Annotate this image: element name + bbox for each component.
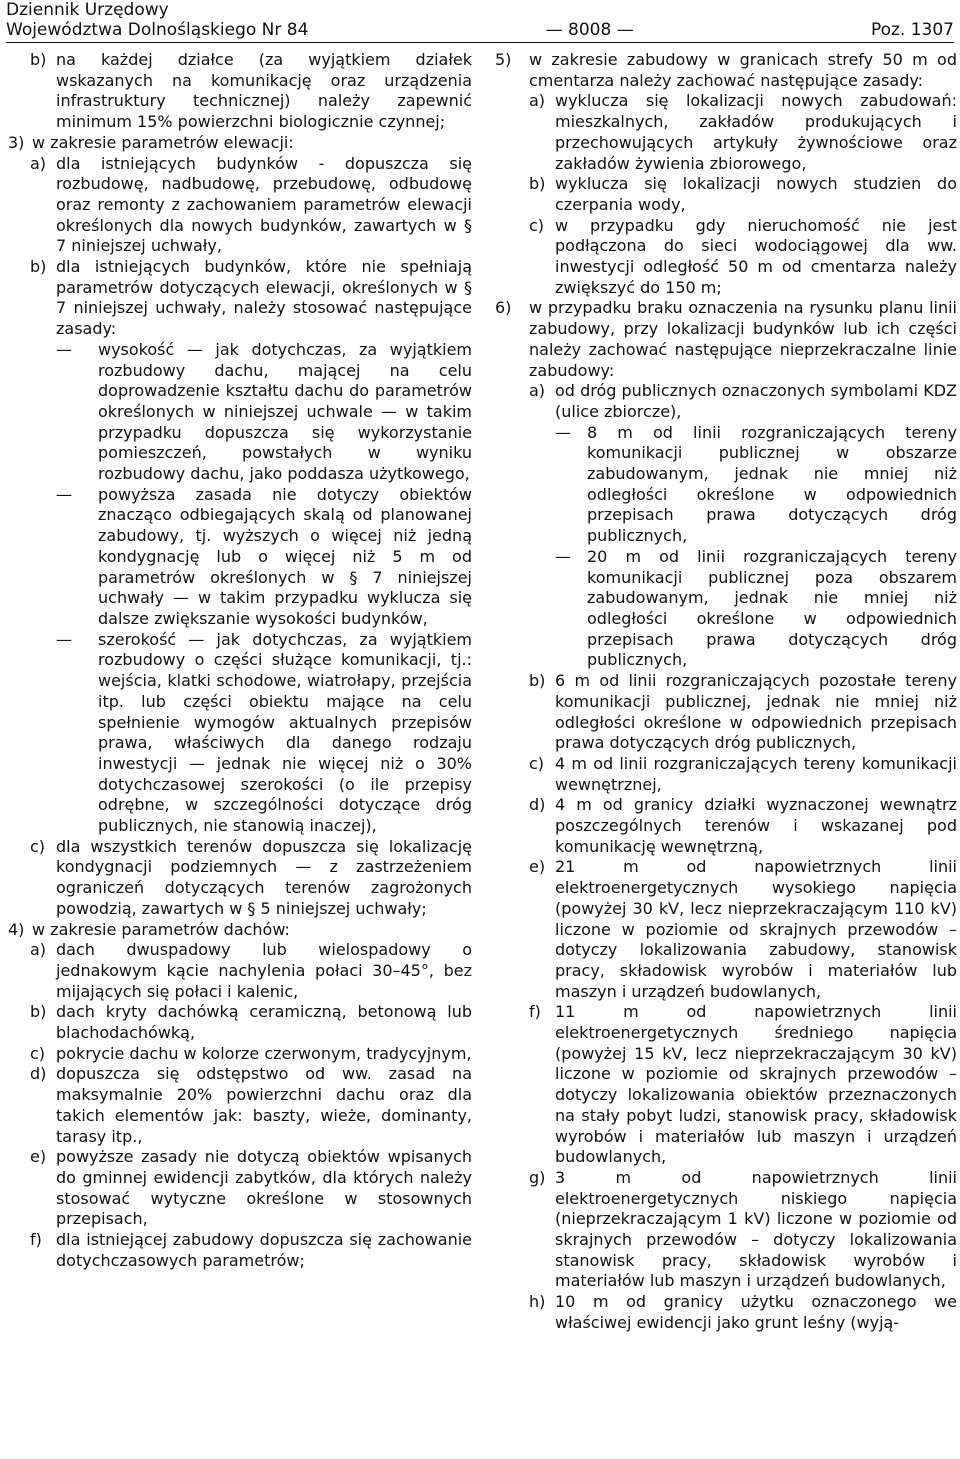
list-marker: a)	[30, 153, 47, 173]
list-marker: c)	[30, 836, 46, 856]
list-text: dach kryty dachówką ceramiczną, betonową lub blachodachówką,	[56, 1002, 472, 1043]
list-item	[495, 754, 957, 795]
list-marker: d)	[529, 795, 546, 815]
list-text: 6 m od linii rozgraniczających pozostałe tereny komunikacji publicznej, jednak nie mniej niż odległości określone w odpowiednich przepisach prawa dotyczących dróg publicznych,	[555, 671, 957, 753]
list-item	[8, 154, 472, 258]
list-marker: 3)	[8, 132, 25, 152]
list-item	[8, 1044, 472, 1065]
page-number: — 8008 —	[545, 20, 634, 40]
list-marker: e)	[30, 1147, 47, 1167]
list-marker: c)	[529, 215, 545, 235]
list-text: wyklucza się lokalizacji nowych zabudowań: mieszkalnych, zakładów produkujących i przechowujących artykuły żywnościowe oraz zakładów żywienia zbiorowego,	[555, 91, 957, 173]
left-column	[8, 50, 472, 1271]
list-text: dopuszcza się odstępstwo od ww. zasad na maksymalnie 20% powierzchni dachu oraz dla takich elementów jak: baszty, wieże, dominanty, tarasy itp.,	[56, 1064, 472, 1146]
list-item	[8, 1230, 472, 1271]
list-text: powyższa zasada nie dotyczy obiektów znacząco odbiegających skalą od planowanej zabudowy, tj. wyższych o więcej niż jedną kondygnację lub o więcej niż 5 m od parametrów określonych w § 7 niniejszej uchwały — w takim przypadku wyklucza się dalsze zwiększanie wysokości budynków,	[98, 484, 472, 628]
list-marker: d)	[30, 1064, 47, 1084]
list-item	[8, 133, 472, 154]
list-marker: c)	[30, 1043, 46, 1063]
list-marker: 6)	[495, 298, 512, 318]
list-item	[495, 1002, 957, 1168]
list-item	[8, 257, 472, 340]
voivodeship-issue: Województwa Dolnośląskiego Nr 84	[6, 20, 309, 40]
journal-title: Dziennik Urzędowy	[6, 0, 169, 20]
list-marker: b)	[30, 1002, 47, 1022]
list-marker: 5)	[495, 50, 512, 69]
list-item	[8, 50, 472, 133]
list-marker: —	[56, 629, 72, 649]
list-item	[495, 50, 957, 91]
list-text: pokrycie dachu w kolorze czerwonym, tradycyjnym,	[56, 1043, 472, 1063]
list-marker: —	[555, 422, 571, 442]
list-item	[8, 920, 472, 941]
list-text: 3 m od napowietrznych linii elektroenergetycznych niskiego napięcia (nieprzekraczającym 1 kV) liczone w poziomie od skrajnych przewodów – dotyczy lokalizowania stanowisk pracy, składowisk wyrobów i materiałów lub maszyn i urządzeń budowlanych,	[555, 1167, 957, 1291]
list-marker: h)	[529, 1292, 546, 1312]
page-header	[6, 0, 954, 44]
list-marker: f)	[30, 1230, 42, 1250]
list-marker: g)	[529, 1167, 546, 1187]
list-item	[8, 1147, 472, 1230]
list-marker: b)	[529, 671, 546, 691]
list-text: szerokość — jak dotychczas, za wyjątkiem rozbudowy o części służące komunikacji, tj.: wejścia, klatki schodowe, wiatrołapy, przejścia itp. lub części obiektu mające na celu spełnienie wymogów aktualnych przepisów prawa, właściwych dla danego rodzaju inwestycji — jednak nie więcej niż o 30% dotychczasowej szerokości (o ile przepisy odrębne, w szczególności dotyczące dróg publicznych, nie stanowią inaczej),	[98, 629, 472, 836]
list-marker: a)	[529, 91, 546, 111]
list-text: 11 m od napowietrznych linii elektroenergetycznych średniego napięcia (powyżej 15 kV, lecz nieprzekraczającym 30 kV) liczone w poziomie od skrajnych przewodów – dotyczy lokalizowania obiektów przeznaczonych na stały pobyt ludzi, stanowisk pracy, składowisk wyrobów i materiałów lub maszyn i urządzeń budowlanych,	[555, 1002, 957, 1167]
list-text: dla wszystkich terenów dopuszcza się lokalizację kondygnacji podziemnych — z zastrzeżeniem ograniczeń dotyczących terenów zagrożonych powodzią, zawartych w § 5 niniejszej uchwały;	[56, 836, 472, 918]
list-item	[8, 630, 472, 837]
list-text: na każdej działce (za wyjątkiem działek wskazanych na komunikację oraz urządzenia infrastruktury technicznej) należy zapewnić minimum 15% powierzchni biologicznie czynnej;	[56, 50, 472, 132]
list-marker: 4)	[8, 919, 25, 939]
list-text: wyklucza się lokalizacji nowych studzien do czerpania wody,	[555, 174, 957, 214]
list-item	[495, 671, 957, 754]
list-text: w przypadku braku oznaczenia na rysunku planu linii zabudowy, przy lokalizacji budynków lub ich części należy zachować następujące nieprzekraczalne linie zabudowy:	[529, 298, 957, 380]
list-marker: e)	[529, 857, 546, 877]
list-marker: f)	[529, 1002, 541, 1022]
list-text: dla istniejącej zabudowy dopuszcza się zachowanie dotychczasowych parametrów;	[56, 1230, 472, 1270]
list-item	[495, 298, 957, 381]
list-text: w zakresie zabudowy w granicach strefy 50 m od cmentarza należy zachować następujące zasady:	[529, 50, 957, 90]
list-marker: —	[555, 546, 571, 566]
list-marker: a)	[529, 381, 546, 401]
list-item	[495, 91, 957, 174]
list-text: 8 m od linii rozgraniczających tereny komunikacji publicznej w obszarze zabudowanym, jednak nie mniej niż odległości określone w odpowiednich przepisach prawa dotyczących dróg publicznych,	[587, 422, 957, 546]
list-marker: b)	[30, 257, 47, 277]
list-item	[495, 547, 957, 671]
list-item	[495, 423, 957, 547]
list-item	[8, 485, 472, 630]
list-text: 10 m od granicy użytku oznaczonego we właściwej ewidencji jako grunt leśny (wyją-	[555, 1292, 957, 1332]
list-text: 21 m od napowietrznych linii elektroenergetycznych wysokiego napięcia (powyżej 30 kV, lecz nieprzekraczającym 110 kV) liczone w poziomie od skrajnych przewodów – dotyczy lokalizowania zabudowy, stanowisk pracy, składowisk wyrobów i materiałów lub maszyn i urządzeń budowlanych,	[555, 857, 957, 1001]
list-text: dla istniejących budynków - dopuszcza się rozbudowę, nadbudowę, przebudowę, odbudowę oraz remonty z zachowaniem parametrów elewacji określonych dla nowych budynków, zawartych w § 7 niniejszej uchwały,	[56, 153, 472, 256]
list-marker: —	[56, 339, 72, 359]
list-item	[495, 174, 957, 215]
list-text: dach dwuspadowy lub wielospadowy o jednakowym kącie nachylenia połaci 30–45°, bez mijających się połaci i kalenic,	[56, 940, 472, 1001]
list-item	[8, 940, 472, 1002]
list-text: 20 m od linii rozgraniczających tereny komunikacji publicznej poza obszarem zabudowanym, jednak nie mniej niż odległości określone w odpowiednich przepisach prawa dotyczących dróg publicznych,	[587, 546, 957, 670]
position-number: Poz. 1307	[870, 20, 954, 40]
list-text: wysokość — jak dotychczas, za wyjątkiem rozbudowy dachu, mającej na celu doprowadzenie kształtu dachu do parametrów określonych w niniejszej uchwale — w takim przypadku dopuszcza się wykorzystanie pomieszczeń, powstałych w wyniku rozbudowy dachu, jako poddasza użytkowego,	[98, 339, 472, 484]
list-text: powyższe zasady nie dotyczą obiektów wpisanych do gminnej ewidencji zabytków, dla których należy stosować wytyczne określone w stosownych przepisach,	[56, 1147, 472, 1229]
list-text: dla istniejących budynków, które nie spełniają parametrów dotyczących elewacji, określonych w § 7 niniejszej uchwały, należy stosować następujące zasady:	[56, 257, 472, 339]
list-marker: b)	[529, 174, 546, 194]
list-item	[8, 1064, 472, 1147]
list-item	[495, 1292, 957, 1333]
list-marker: c)	[529, 753, 545, 773]
list-text: 4 m od granicy działki wyznaczonej wewnątrz poszczególnych terenów i wskazanej pod komunikację wewnętrzną,	[555, 795, 957, 856]
list-text: w zakresie parametrów dachów:	[32, 919, 290, 939]
list-item	[495, 795, 957, 857]
list-text: 4 m od linii rozgraniczających tereny komunikacji wewnętrznej,	[555, 753, 957, 794]
header-meta-row	[6, 20, 954, 43]
list-item	[495, 381, 957, 422]
list-text: w zakresie parametrów elewacji:	[32, 132, 294, 152]
list-item	[495, 216, 957, 299]
list-marker: —	[56, 484, 72, 504]
list-marker: b)	[30, 50, 47, 69]
list-item	[8, 1002, 472, 1043]
list-text: od dróg publicznych oznaczonych symbolami KDZ (ulice zbiorcze),	[555, 381, 957, 421]
list-marker: a)	[30, 940, 47, 960]
list-item	[8, 837, 472, 920]
list-item	[495, 857, 957, 1002]
right-column	[495, 50, 957, 1334]
list-text: w przypadku gdy nieruchomość nie jest podłączona do sieci wodociągowej dla ww. inwestycji odległość 50 m od cmentarza należy zwiększyć do 150 m;	[555, 215, 957, 297]
list-item	[495, 1168, 957, 1292]
list-item	[8, 340, 472, 485]
